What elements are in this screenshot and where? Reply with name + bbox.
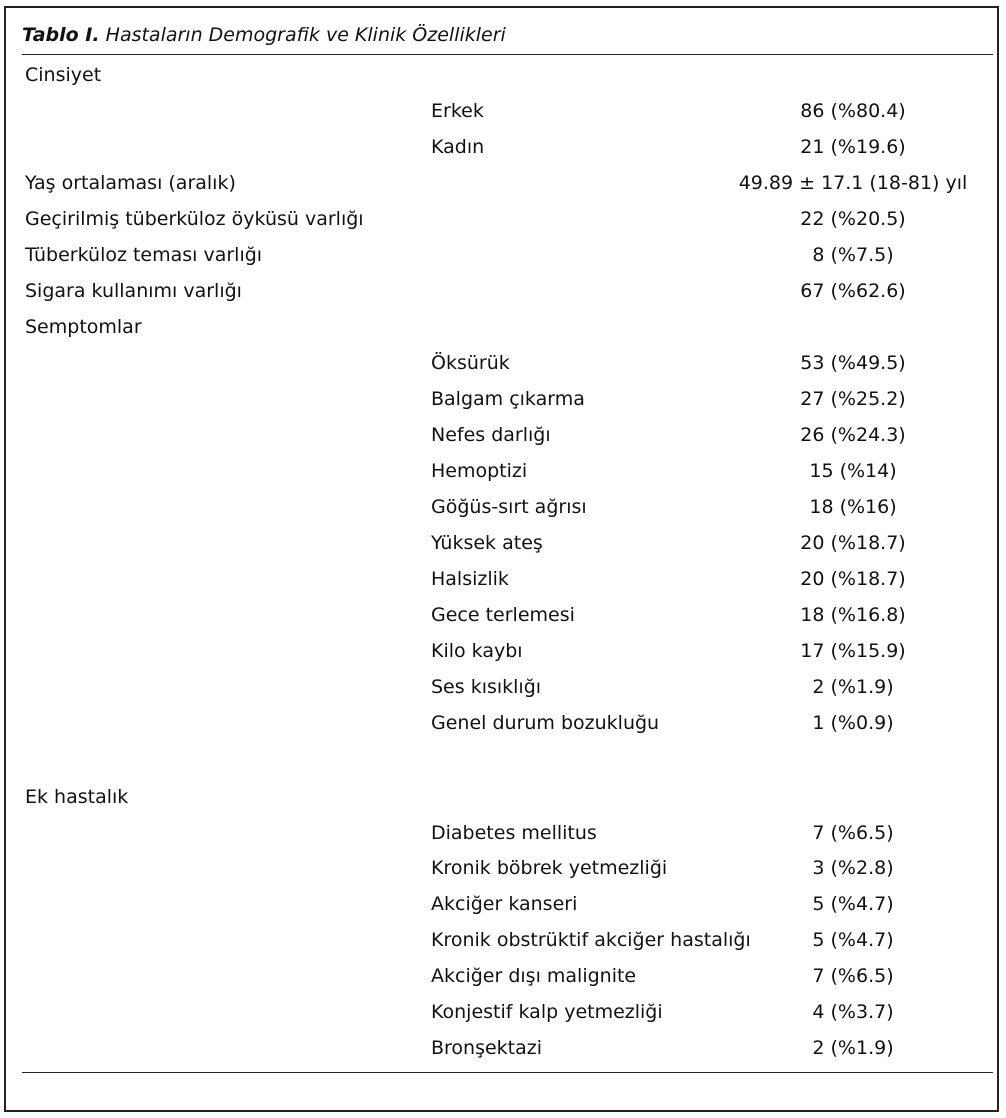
table-caption: [22, 24, 506, 46]
row-item-label: Kilo kaybı: [431, 640, 523, 662]
footer-rule: [22, 1072, 993, 1073]
row-item-label: Halsizlik: [431, 568, 509, 590]
row-value: 15 (%14): [809, 460, 897, 482]
row-item-label: Öksürük: [431, 352, 510, 374]
row-item-label: Balgam çıkarma: [431, 388, 585, 410]
row-value: 3 (%2.8): [812, 857, 894, 879]
row-item-label: Genel durum bozukluğu: [431, 712, 660, 734]
row-value: 67 (%62.6): [800, 280, 906, 302]
row-item-label: Kadın: [431, 136, 485, 158]
row-value: 26 (%24.3): [800, 424, 906, 446]
row-item-label: Gece terlemesi: [431, 604, 575, 626]
row-value: 49.89 ± 17.1 (18-81) yıl: [738, 172, 968, 194]
row-item-label: Göğüs-sırt ağrısı: [431, 496, 587, 518]
row-value: 2 (%1.9): [812, 1037, 894, 1059]
row-group-label: Cinsiyet: [25, 64, 102, 86]
row-value: 20 (%18.7): [800, 568, 906, 590]
row-value: 20 (%18.7): [800, 532, 906, 554]
row-value: 4 (%3.7): [812, 1001, 894, 1023]
caption-label: Tablo I.: [22, 24, 100, 46]
row-value: 86 (%80.4): [800, 100, 906, 122]
row-value: 53 (%49.5): [800, 352, 906, 374]
row-value: 5 (%4.7): [812, 893, 894, 915]
row-item-label: Akciğer kanseri: [431, 893, 578, 915]
row-item-label: Ses kısıklığı: [431, 676, 542, 698]
row-group-label: Geçirilmiş tüberküloz öyküsü varlığı: [25, 208, 364, 230]
row-value: 2 (%1.9): [812, 676, 894, 698]
row-group-label: Ek hastalık: [25, 786, 129, 808]
row-item-label: Erkek: [431, 100, 484, 122]
row-value: 5 (%4.7): [812, 929, 894, 951]
row-value: 7 (%6.5): [812, 822, 894, 844]
row-value: 17 (%15.9): [800, 640, 906, 662]
row-value: 27 (%25.2): [800, 388, 906, 410]
row-item-label: Bronşektazi: [431, 1037, 543, 1059]
row-value: 22 (%20.5): [800, 208, 906, 230]
row-item-label: Nefes darlığı: [431, 424, 551, 446]
row-item-label: Konjestif kalp yetmezliği: [431, 1001, 663, 1023]
row-item-label: Akciğer dışı malignite: [431, 965, 637, 987]
row-group-label: Sigara kullanımı varlığı: [25, 280, 242, 302]
row-item-label: Kronik böbrek yetmezliği: [431, 857, 668, 879]
row-group-label: Yaş ortalaması (aralık): [25, 172, 236, 194]
row-item-label: Hemoptizi: [431, 460, 528, 482]
caption-text: Hastaların Demografik ve Klinik Özellikleri: [105, 24, 506, 46]
row-value: 8 (%7.5): [812, 244, 894, 266]
row-value: 21 (%19.6): [800, 136, 906, 158]
row-value: 7 (%6.5): [812, 965, 894, 987]
row-value: 18 (%16.8): [800, 604, 906, 626]
row-item-label: Yüksek ateş: [431, 532, 543, 554]
header-rule: [22, 54, 993, 55]
row-item-label: Diabetes mellitus: [431, 822, 597, 844]
table-frame: [4, 6, 999, 1112]
row-group-label: Semptomlar: [25, 316, 142, 338]
row-value: 18 (%16): [809, 496, 897, 518]
row-value: 1 (%0.9): [812, 712, 894, 734]
row-group-label: Tüberküloz teması varlığı: [25, 244, 263, 266]
row-item-label: Kronik obstrüktif akciğer hastalığı: [431, 929, 751, 951]
